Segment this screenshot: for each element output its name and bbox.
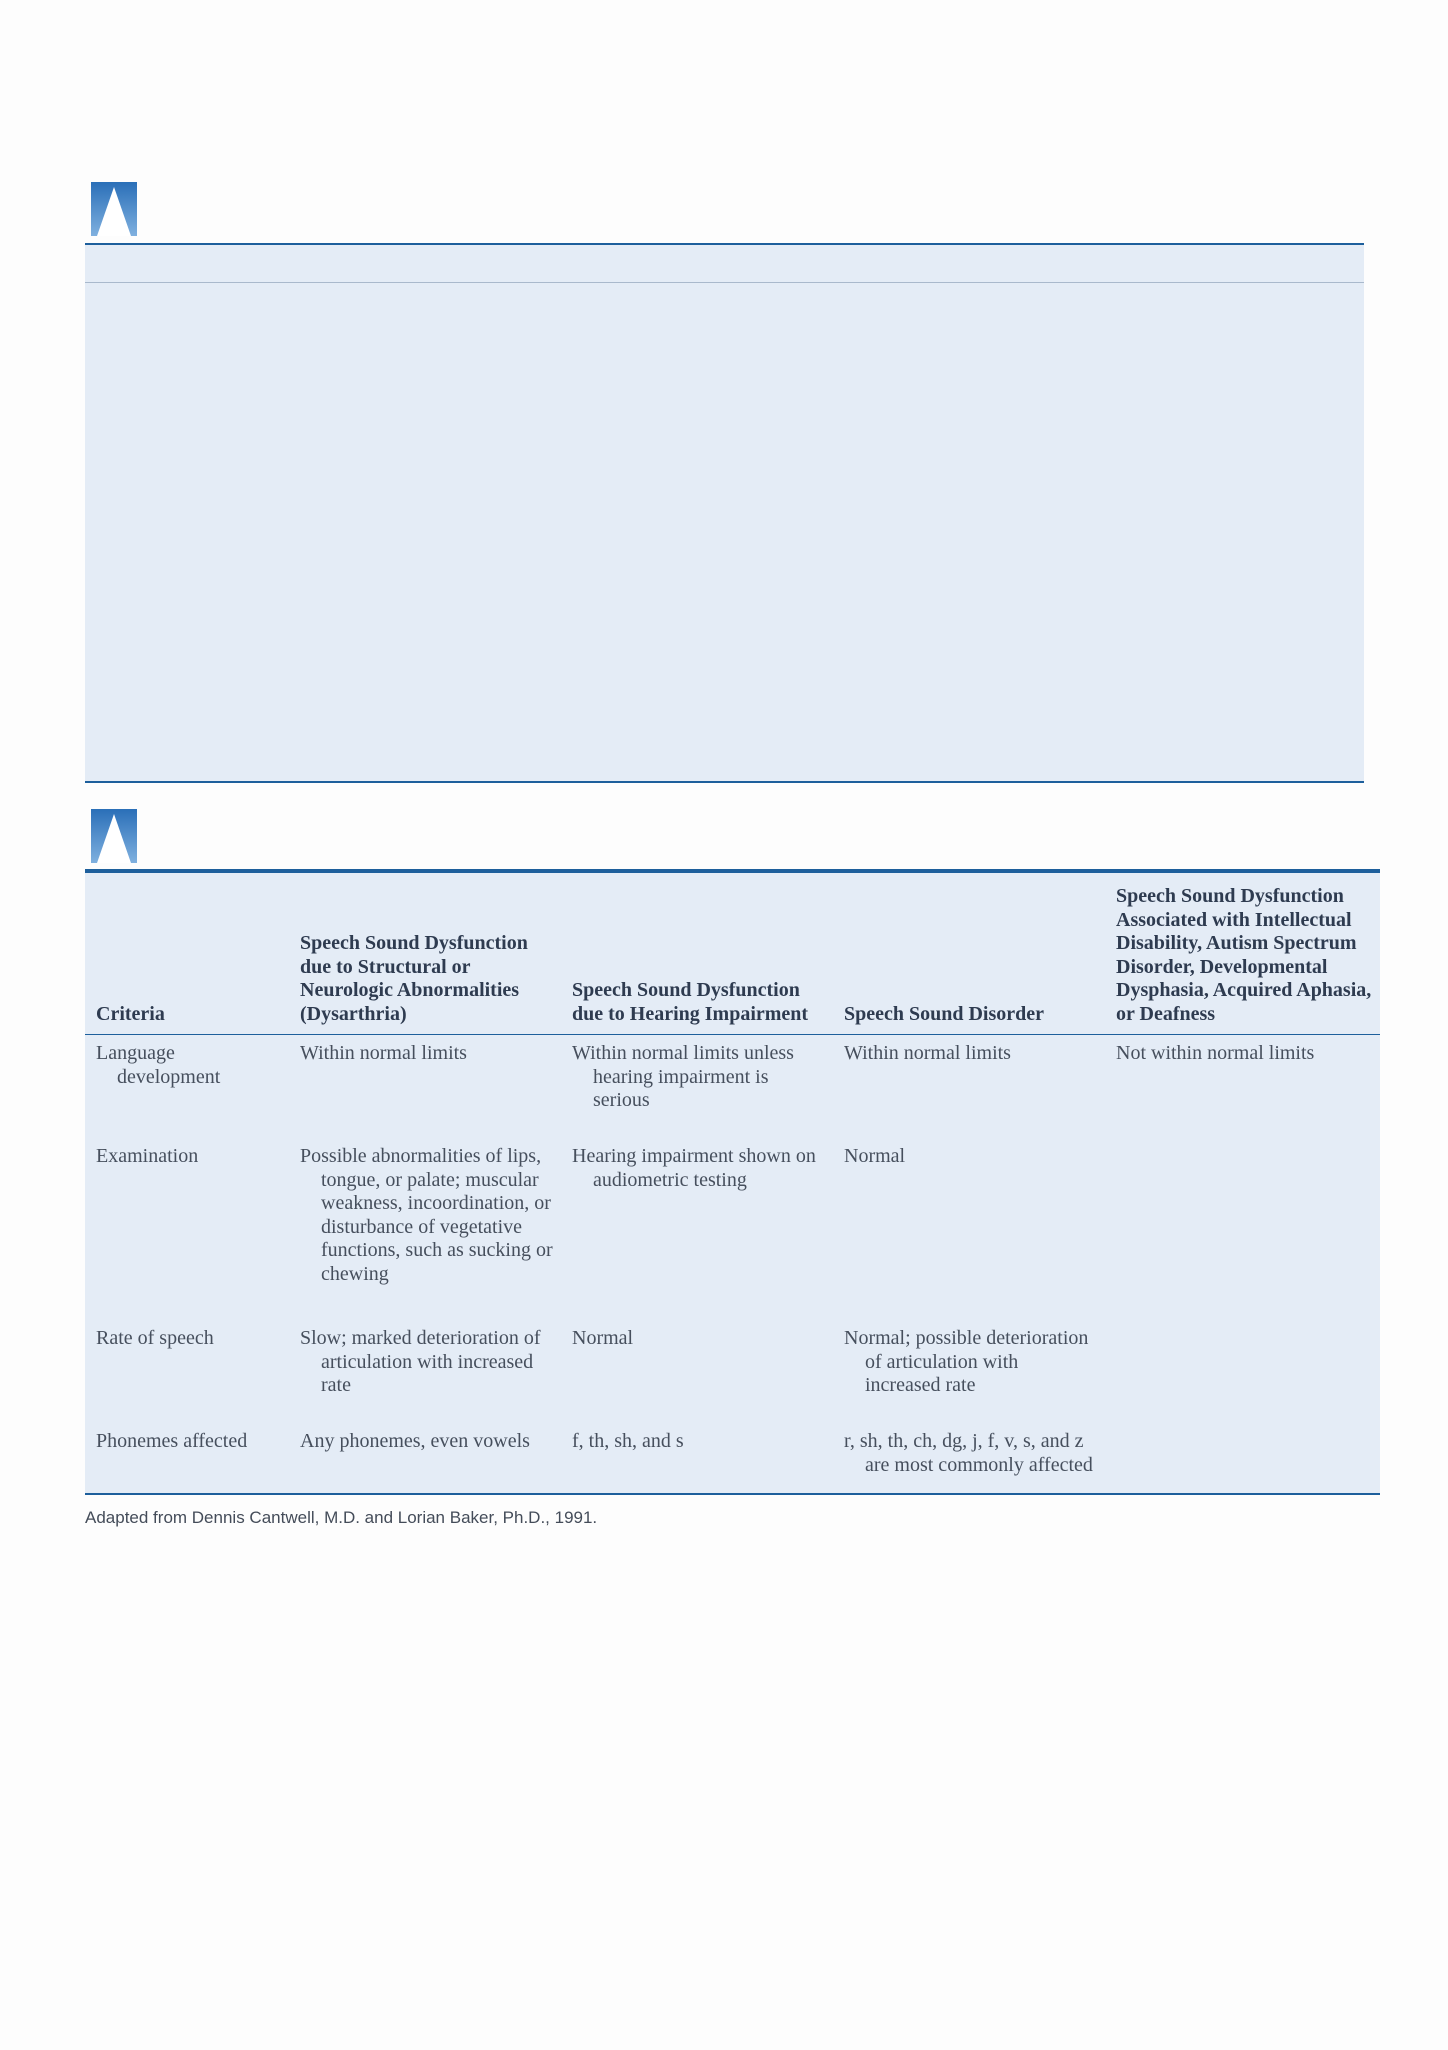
table-row (85, 1423, 1380, 1493)
hearing-cell (561, 1035, 833, 1139)
dysarthria-cell (289, 1138, 561, 1320)
disorder-cell (833, 1138, 1105, 1320)
table-header-row (85, 873, 1380, 1035)
table2-bottom-rule (85, 1493, 1380, 1495)
table1-header-divider (85, 282, 1364, 283)
cell-text: Rate of speech (96, 1327, 214, 1350)
speech-sound-comparison-table (85, 873, 1380, 1493)
associated-cell (1105, 1035, 1380, 1139)
hearing-cell (561, 1138, 833, 1320)
table-footnote: Adapted from Dennis Cantwell, M.D. and Lorian Baker, Ph.D., 1991. (85, 1508, 598, 1527)
cell-text: Within normal limits (844, 1042, 1011, 1064)
cell-text: Phonemes affected (96, 1430, 248, 1453)
dysarthria-cell (289, 1423, 561, 1493)
associated-cell (1105, 1320, 1380, 1423)
associated-cell (1105, 1423, 1380, 1493)
cell-text: Not within normal limits (1116, 1042, 1315, 1064)
table-row (85, 1035, 1380, 1139)
disorder-cell (833, 1423, 1105, 1493)
cell-text: Within normal limits (300, 1042, 467, 1064)
cell-text: Hearing impairment shown on audiometric testing (572, 1145, 816, 1191)
column-header-dysarthria: Speech Sound Dysfunction due to Structural or Neurologic Abnormalities (Dysarthria) (289, 873, 561, 1035)
cell-text: Language development (96, 1042, 221, 1088)
table-logo-icon (91, 809, 137, 863)
table-row (85, 1138, 1380, 1320)
disorder-cell (833, 1035, 1105, 1139)
cell-text: Normal; possible deterioration of articulation with increased rate (844, 1327, 1089, 1397)
column-header-hearing-impairment: Speech Sound Dysfunction due to Hearing Impairment (561, 873, 833, 1035)
table1-bottom-rule (85, 781, 1364, 783)
row-criteria-cell (85, 1320, 289, 1423)
cell-text: Examination (96, 1145, 199, 1167)
row-criteria-cell (85, 1423, 289, 1493)
cell-text: Normal (572, 1327, 634, 1350)
column-header-associated-conditions: Speech Sound Dysfunction Associated with Intellectual Disability, Autism Spectrum Disorder, Developmental Dysphasia, Acquired Aphasia, or Deafness (1105, 873, 1380, 1035)
cell-text: Any phonemes, even vowels (300, 1430, 530, 1453)
cell-text: Within normal limits unless hearing impairment is serious (572, 1042, 794, 1111)
cell-text: Possible abnormalities of lips, tongue, or palate; muscular weakness, incoordination, or disturbance of vegetative functions, such as sucking or chewing (300, 1145, 553, 1285)
column-header-speech-sound-disorder: Speech Sound Disorder (833, 873, 1105, 1035)
column-header-criteria: Criteria (85, 873, 289, 1035)
hearing-cell (561, 1423, 833, 1493)
table1-panel (85, 245, 1364, 783)
cell-text: r, sh, th, ch, dg, j, f, v, s, and z are most commonly affected (844, 1430, 1093, 1476)
table-row (85, 1320, 1380, 1423)
disorder-cell (833, 1320, 1105, 1423)
row-criteria-cell (85, 1138, 289, 1320)
cell-text: Slow; marked deterioration of articulation with increased rate (300, 1327, 541, 1397)
associated-cell (1105, 1138, 1380, 1320)
dysarthria-cell (289, 1320, 561, 1423)
hearing-cell (561, 1320, 833, 1423)
table-logo-icon (91, 182, 137, 236)
cell-text: Normal (844, 1145, 906, 1167)
row-criteria-cell (85, 1035, 289, 1139)
cell-text: f, th, sh, and s (572, 1430, 684, 1453)
dysarthria-cell (289, 1035, 561, 1139)
